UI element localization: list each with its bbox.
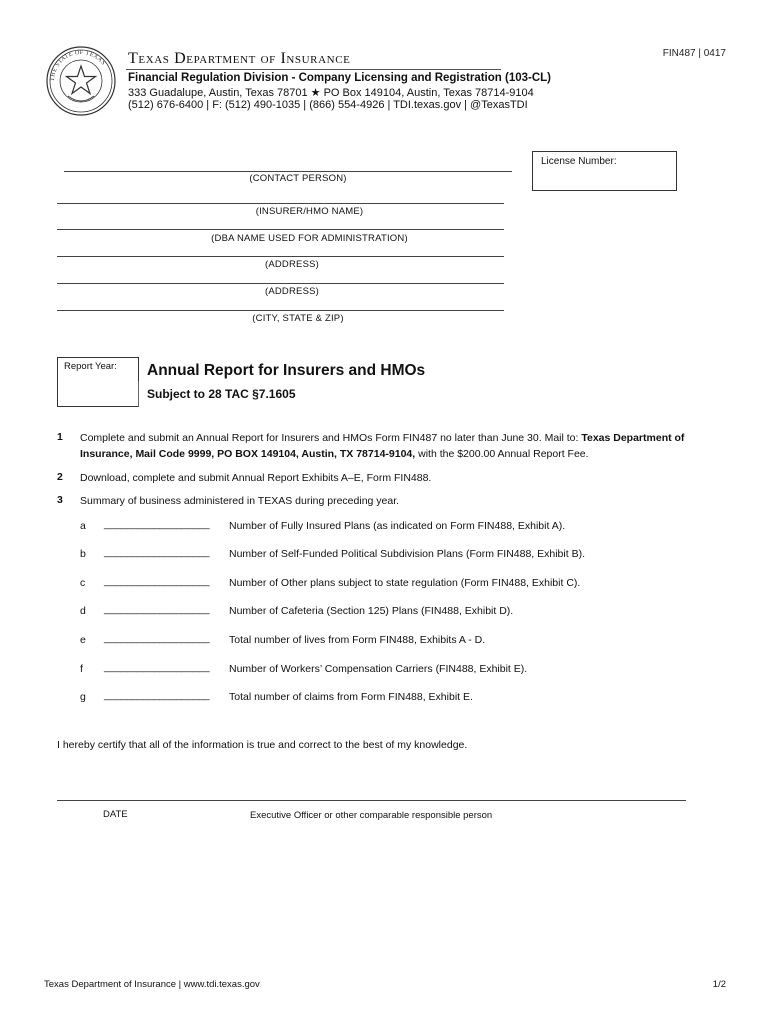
signature-line[interactable]: [57, 800, 686, 801]
field-label: (ADDRESS): [264, 259, 320, 270]
sub-item-blank-a[interactable]: ___________________: [104, 518, 210, 530]
field-label: (DBA NAME USED FOR ADMINISTRATION): [211, 233, 408, 244]
sub-item-text: Number of Other plans subject to state regulation (Form FIN488, Exhibit C).: [229, 577, 581, 589]
license-number-label: License Number:: [541, 156, 617, 167]
footer-agency: Texas Department of Insurance | www.tdi.texas.gov: [44, 979, 260, 990]
sub-item-blank-d[interactable]: ___________________: [104, 603, 210, 615]
insurer-name-line[interactable]: [57, 203, 504, 204]
sub-item-letter: d: [80, 605, 86, 617]
report-year-box[interactable]: [57, 357, 139, 407]
page-number: 1/2: [712, 979, 726, 990]
field-label: (INSURER/HMO NAME): [255, 206, 364, 217]
item-1-text-a: Complete and submit an Annual Report for Insurers and HMOs Form FIN487 no later than June 30. Mail to:: [80, 432, 582, 444]
form-code: FIN487 | 0417: [662, 48, 726, 59]
executive-officer-label: Executive Officer or other comparable responsible person: [250, 810, 493, 821]
item-number: 2: [57, 471, 63, 483]
item-1-text: [80, 430, 720, 462]
certification-statement: I hereby certify that all of the information is true and correct to the best of my knowledge.: [57, 739, 468, 751]
item-number: 3: [57, 494, 63, 506]
agency-address: 333 Guadalupe, Austin, Texas 78701 ★ PO Box 149104, Austin, Texas 78714-9104: [128, 87, 534, 99]
address-line-2[interactable]: [57, 283, 504, 284]
sub-item-text: Number of Self-Funded Political Subdivision Plans (Form FIN488, Exhibit B).: [229, 548, 585, 560]
field-label: (ADDRESS): [264, 286, 320, 297]
item-number: 1: [57, 431, 63, 443]
sub-item-letter: f: [80, 663, 83, 675]
item-1-mail-address: Texas Department of Insurance, Mail Code 9999, PO BOX 149104, Austin, TX 78714-9104,: [80, 432, 685, 460]
state-seal-logo: [46, 46, 116, 116]
report-year-label: Report Year:: [64, 361, 117, 372]
division-name: Financial Regulation Division - Company Licensing and Registration (103-CL): [128, 72, 551, 84]
sub-item-blank-c[interactable]: ___________________: [104, 575, 210, 587]
date-label: DATE: [103, 809, 128, 820]
contact-person-line[interactable]: [64, 171, 512, 172]
dba-name-line[interactable]: [57, 229, 504, 230]
sub-item-letter: g: [80, 691, 86, 703]
license-number-box[interactable]: [532, 151, 677, 191]
title-divider: [138, 381, 139, 407]
sub-item-blank-g[interactable]: ___________________: [104, 689, 210, 701]
sub-item-letter: e: [80, 634, 86, 646]
sub-item-text: Total number of lives from Form FIN488, Exhibits A - D.: [229, 634, 486, 646]
agency-contact: (512) 676-6400 | F: (512) 490-1035 | (866) 554-4926 | TDI.texas.gov | @TexasTDI: [128, 99, 528, 111]
sub-item-text: Total number of claims from Form FIN488, Exhibit E.: [229, 691, 473, 703]
sub-item-blank-e[interactable]: ___________________: [104, 632, 210, 644]
item-2-text: Download, complete and submit Annual Report Exhibits A–E, Form FIN488.: [80, 472, 432, 484]
sub-item-letter: c: [80, 577, 86, 589]
sub-item-letter: b: [80, 548, 86, 560]
sub-item-text: Number of Fully Insured Plans (as indicated on Form FIN488, Exhibit A).: [229, 520, 566, 532]
field-label: (CONTACT PERSON): [249, 173, 347, 184]
agency-name: Texas Department of Insurance: [128, 50, 351, 67]
header-divider: [126, 69, 501, 70]
sub-item-letter: a: [80, 520, 86, 532]
item-1-text-b: with the $200.00 Annual Report Fee.: [415, 448, 589, 460]
sub-item-text: Number of Workers’ Compensation Carriers (FIN488, Exhibit E).: [229, 663, 528, 675]
sub-item-blank-f[interactable]: ___________________: [104, 661, 210, 673]
address-line-1[interactable]: [57, 256, 504, 257]
report-subtitle: Subject to 28 TAC §7.1605: [147, 387, 296, 401]
sub-item-blank-b[interactable]: ___________________: [104, 546, 210, 558]
sub-item-text: Number of Cafeteria (Section 125) Plans (FIN488, Exhibit D).: [229, 605, 514, 617]
field-label: (CITY, STATE & ZIP): [252, 313, 344, 324]
city-state-zip-line[interactable]: [57, 310, 504, 311]
report-title: Annual Report for Insurers and HMOs: [147, 362, 426, 379]
seal-text: THE STATE OF TEXAS: [49, 49, 107, 82]
item-3-text: Summary of business administered in TEXAS during preceding year.: [80, 495, 400, 507]
